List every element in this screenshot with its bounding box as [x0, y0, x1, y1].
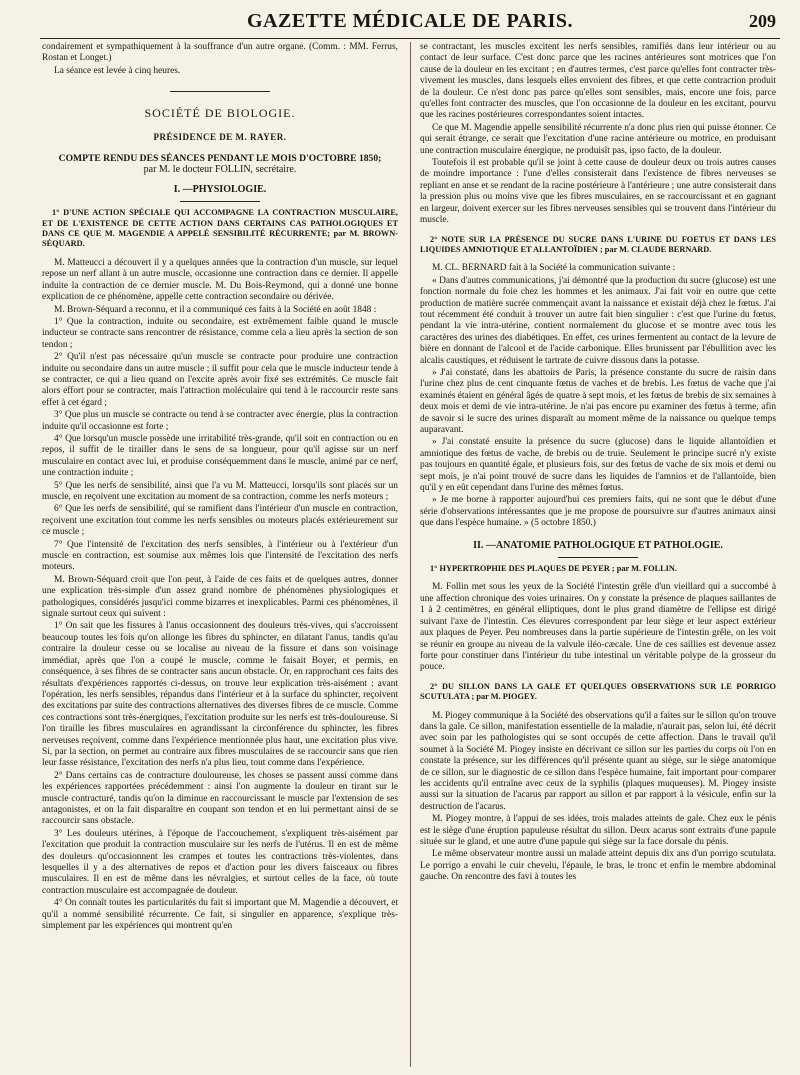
- article-title: 2° DU SILLON DANS LA GALE ET QUELQUES OBSERVATIONS SUR LE PORRIGO SCUTULATA ; par M. PIOGEY.: [420, 681, 776, 702]
- body-paragraph: 1° Que la contraction, induite ou secondaire, est extrêmement faible quand le muscle inducteur se contracte sans rencontrer de résistance, comme cela a lieu après la section de son tendon ;: [42, 316, 398, 350]
- body-paragraph: M. Brown-Séquard a reconnu, et il a communiqué ces faits à la Société en août 1848 :: [54, 304, 377, 315]
- presidence-heading: PRÉSIDENCE DE M. RAYER.: [153, 131, 287, 142]
- left-column: [42, 42, 398, 1070]
- body-paragraph: Toutefois il est probable qu'il se joint à cette cause de douleur deux ou trois autres causes de moindre importance : l'une d'elles consisterait dans l'existence de fibres nerveuses se repliant en anse et se rendant de la racine postérieure à l'antérieure ; une autre consisterait dans la pression plus ou moins vive que les fibres musculaires, en se raccourcissant et en gagnant en largeur, doivent exercer sur les fibres nerveuses sensibles qui se trouvent dans l'intérieur du muscle.: [420, 158, 776, 226]
- body-paragraph: 1° On sait que les fissures à l'anus occasionnent des douleurs très-vives, qui s'accroissent beaucoup toutes les fois qu'on allonge les fibres du sphincter, en dilatant l'anus, tandis qu'au contraire la douleur cesse ou se localise au niveau de la fissure et dans son voisinage immédiat, après que l'on a coupé le muscle, comme le faisait Boyer, et permis, en conséquence, à ses fibres de se contracter sans aucun obstacle. Or, en rapprochant ces faits des résultats d'expériences rapportés ci-dessus, on trouve leur explication très-aisément : avant l'opération, les nerfs sensibles, répandus dans l'intérieur et à la surface du sphincter, reçoivent des excitations par suite des contractions alternatives des diverses fibres de ce muscle. Comme ces contractions sont très-énergiques, l'excitation produite sur les nerfs est très-douloureuse. Si l'on tiraille les fibres musculaires en agrandissant la circonférence du sphincter, les fibres nerveuses reçoivent, comme dans l'expérience mentionnée plus haut, une excitation plus vive. Si, par la section, on permet au contraire aux fibres musculaires de se raccourcir sans que rien leur fasse résistance, l'excitation des nerfs n'a plus lieu, tout comme dans l'expérience.: [42, 621, 398, 769]
- body-paragraph: 5° Que les nerfs de sensibilité, ainsi que l'a vu M. Matteucci, lorsqu'ils sont placés sur un muscle, en reçoivent une excitation au moment de sa contraction, comme les nerfs moteurs ;: [42, 480, 398, 502]
- body-paragraph: « Dans d'autres communications, j'ai démontré que la production du sucre (glucose) est une fonction normale du foie chez les hommes et les animaux. J'ai fait voir en outre que cette production de matière sucrée commençait avant la naissance et existait déjà chez le fœtus. J'ai tout récemment été conduit à trouver un autre fait bien singulier : c'est que l'urine du fœtus, pendant la vie intra-utérine, contient normalement du glucose et se montre avec tous les caractères des urines des diabétiques. En effet, ces urines fermentent au contact de la levure de bière en donnant de l'alcool et de l'acide carbonique. Elles brunissent par l'ébullition avec les alcalis caustiques, et réduisent le tartrate de cuivre dissous dans la potasse.: [420, 275, 776, 366]
- body-paragraph: M. Brown-Séquard croit que l'on peut, à l'aide de ces faits et de quelques autres, donner une explication très-simple d'un assez grand nombre de phénomènes physiologiques et pathologiques, considérés jusqu'ici comme bizarres et inexplicables. Parmi ces phénomènes, il signale surtout ceux qui suivent :: [42, 574, 398, 620]
- compte-rendu-heading: COMPTE RENDU DES SÉANCES PENDANT LE MOIS D'OCTOBRE 1850;: [58, 153, 382, 165]
- body-paragraph: 7° Que l'intensité de l'excitation des nerfs sensibles, à l'intérieur ou à l'extérieur d'un muscle en contraction, est soumise aux mêmes lois que l'intensité de l'excitation des nerfs moteurs.: [42, 539, 398, 573]
- section-heading-physiologie: I. —PHYSIOLOGIE.: [173, 183, 267, 195]
- body-paragraph: M. Follin met sous les yeux de la Société l'intestin grêle d'un vieillard qui a succombé à une affection chronique des voies urinaires. On y constate la présence de plaques saillantes de 1 à 2 centimètres, en général elliptiques, dont le plus grand diamètre de l'ellipse est dirigé suivant l'axe de l'intestin. Ces élevures correspondent par leur siège et leur aspect extérieur aux plaques de Peyer. Peu nombreuses dans la partie supérieure de l'intestin grêle, on les voit se réunir en groupe au niveau de la valvule iléo-cæcale. Une de ces saillies est devenue assez forte pour constituer dans l'intérieur du tube intestinal un véritable polype de la grosseur du pouce.: [420, 582, 776, 673]
- body-paragraph: 2° Qu'il n'est pas nécessaire qu'un muscle se contracte pour produire une contraction induite ou secondaire dans un autre muscle ; il suffit pour cela que le muscle inducteur tende à se contracter, ce qui a lieu quand on l'excite après avoir fixé ses extrémités. Ce muscle fait alors effort pour se contracter, mais l'attraction moléculaire qui tend à le raccourcir reste sans effet à cet égard ;: [42, 352, 398, 408]
- intro-paragraph: La séance est levée à cinq heures.: [54, 65, 181, 76]
- body-paragraph: Le même observateur montre aussi un malade atteint depuis dix ans d'un porrigo scutulata. Le porrigo a envahi le cuir chevelu, l'épaule, le bras, le tronc et enfin le membre abdominal gauche. On rencontre des favi à toutes les: [420, 849, 776, 883]
- running-head: [40, 10, 780, 39]
- body-paragraph: 4° Que lorsqu'un muscle possède une irritabilité très-grande, qu'il soit en contraction ou en repos, il suffit de le tirailler dans le sens de sa longueur, pour qu'il agisse sur un nerf musculaire en contact avec lui, et produise conséquemment dans le muscle, animé par ce nerf, une contraction induite ;: [42, 433, 398, 479]
- heading-rule: [558, 557, 638, 558]
- body-paragraph: 2° Dans certains cas de contracture douloureuse, les choses se passent aussi comme dans les expériences rapportées précédemment : ainsi l'on augmente la douleur en tirant sur le muscle contracturé, tandis qu'on la diminue en raccourcissant le muscle par l'extension de ses antagonistes, et on la fait disparaître en coupant son tendon et en lui permettant ainsi de se raccourcir sans obstacle.: [42, 770, 398, 827]
- body-paragraph: M. Piogey communique à la Société des observations qu'il a faites sur le sillon qu'on trouve dans la gale. Ce sillon, manifestation essentielle de la maladie, n'aurait pas, selon lui, été décrit avec soin par les pathologistes qui se sont occupés de cette affection. Dans le travail qu'il soumet à la Société M. Piogey insiste en décrivant ce sillon sur les parties du corps où l'on en constate la présence, sur les différences qu'il présente quant au siège, sur le siège anatomique de ce sillon, sur le diagnostic de ce sillon dans l'espèce humaine, fait important pour comparer les accidents qu'il entraîne avec ceux de la syphilis (plaques muqueuses). M. Piogey insiste aussi sur la situation de l'acarus par rapport au sillon et par rapport à la vésicule, enfin sur la destruction de l'acarus.: [420, 710, 776, 812]
- secretary-line: par M. le docteur FOLLIN, secrétaire.: [143, 164, 297, 176]
- intro-paragraph: condairement et sympathiquement à la souffrance d'un autre organe. (Comm. : MM. Ferrus, Rostan et Longet.): [42, 42, 398, 64]
- body-paragraph: M. CL. BERNARD fait à la Société la communication suivante :: [432, 263, 676, 274]
- body-paragraph: 4° On connaît toutes les particularités du fait si important que M. Magendie a découvert, et qu'il a nommé sensibilité récurrente. Ce fait, si singulier en apparence, s'explique très-simplement par les expériences qui montrent qu'en: [42, 898, 398, 932]
- section-rule: [170, 91, 270, 92]
- society-heading: SOCIÉTÉ DE BIOLOGIE.: [144, 106, 296, 121]
- body-paragraph: 6° Que les nerfs de sensibilité, qui se ramifient dans l'intérieur d'un muscle en contraction, reçoivent une excitation tout comme les nerfs sensibles ou moteurs placés extérieurement sur ce muscle ;: [42, 504, 398, 538]
- body-paragraph: » J'ai constaté ensuite la présence du sucre (glucose) dans le liquide allantoïdien et amniotique des fœtus de vache, de brebis ou de truie. Seulement le principe sucré n'y existe pas toujours en quantité égale, et plusieurs fois, sur des fœtus de vache de six mois et demi ou sept mois, je n'ai point trouvé de sucre dans les liquides de l'amnios et de l'allantoïde, bien qu'il y en eût cependant dans l'urine des mêmes fœtus.: [420, 437, 776, 494]
- journal-title: GAZETTE MÉDICALE DE PARIS.: [246, 10, 574, 32]
- body-paragraph: M. Piogey montre, à l'appui de ses idées, trois malades atteints de gale. Chez eux le pénis est le siège d'une éruption papuleuse résultat du sillon. Deux acarus sont extraits d'une papule située sur le gland, et une autre d'une papule qui siège sur la face dorsale du pénis.: [420, 814, 776, 847]
- body-paragraph: » J'ai constaté, dans les abattoirs de Paris, la présence constante du sucre de raisin dans l'urine chez plus de cent cinquante fœtus de vaches et de brebis. Les fœtus de vache que j'ai examinés étaient en général âgés de quatre à sept mois, et les fœtus de brebis de six semaines à deux mois et demi de vie intra-utérine. Je n'ai pas encore pu examiner des fœtus à terme, afin de savoir si le sucre des urines disparaît au moment même de la naissance ou quelque temps auparavant.: [420, 367, 776, 435]
- body-paragraph: » Je me borne à rapporter aujourd'hui ces premiers faits, qui ne sont que le début d'une série d'observations intéressantes que je me propose de poursuivre sur d'autres animaux ainsi que dans l'espèce humaine. » (5 octobre 1850.): [420, 495, 776, 529]
- body-paragraph: se contractant, les muscles excitent les nerfs sensibles, ramifiés dans leur intérieur ou au contact de leur surface. C'est donc parce que les racines antérieures sont motrices que l'on cause de la douleur en les excitant ; en d'autres termes, c'est parce qu'elles font contracter très-vivement les muscles, dans lesquels elles envoient des fibres, et que cette contraction produit de la douleur. Ce n'est donc pas parce qu'elles sont sensibles, mais, encore une fois, parce qu'elles font contracter des muscles, que l'on occasionne de la douleur en les excitant, pourvu que les racines postérieures correspondantes soient intactes.: [420, 42, 776, 121]
- body-paragraph: 3° Que plus un muscle se contracte ou tend à se contracter avec énergie, plus la contraction induite qu'il occasionne est forte ;: [42, 410, 398, 432]
- section-heading-anatomie: II. —ANATOMIE PATHOLOGIQUE ET PATHOLOGIE.: [473, 539, 723, 551]
- column-divider: [410, 42, 411, 1067]
- article-title: 2° NOTE SUR LA PRÉSENCE DU SUCRE DANS L'URINE DU FOETUS ET DANS LES LIQUIDES AMNIOTIQUE ET ALLANTOÏDIEN ; par M. CLAUDE BERNARD.: [420, 234, 776, 254]
- heading-rule: [180, 201, 260, 202]
- body-paragraph: 3° Les douleurs utérines, à l'époque de l'accouchement, s'expliquent très-aisément par l'excitation que produit la contraction musculaire sur les nerfs de l'utérus. Il en est de même des douleurs qu'occasionnent les crampes et toutes les contractions très-violentes, dans lesquelles il y a des alternatives de repos et d'action pour les divers faisceaux ou fibres musculaires. Il en est de même dans les névralgies, et surtout celles de la face, où toute contraction musculaire est accompagnée de douleur.: [42, 828, 398, 896]
- body-paragraph: Ce que M. Magendie appelle sensibilité récurrente n'a donc plus rien qui puisse étonner. Ce qui serait étrange, ce serait que l'excitation d'une racine antérieure ou motrice, en produisant une contraction musculaire énergique, ne produisît pas, ipso facto, de la douleur.: [420, 122, 776, 156]
- article-title: 1° D'UNE ACTION SPÉCIALE QUI ACCOMPAGNE LA CONTRACTION MUSCULAIRE, ET DE L'EXISTENCE DE CETTE ACTION DANS CERTAINS CAS PATHOLOGIQUES ET DANS CE QUE M. MAGENDIE A APPELÉ SENSIBILITÉ RÉCURRENTE; par M. BROWN-SÉQUARD.: [42, 208, 398, 249]
- right-column: [420, 42, 776, 1070]
- article-title: 1° HYPERTROPHIE DES PLAQUES DE PEYER ; par M. FOLLIN.: [430, 564, 677, 574]
- body-paragraph: M. Matteucci a découvert il y a quelques années que la contraction d'un muscle, sur lequel repose un nerf allant à un autre muscle, occasionne une contraction dans ce dernier. Il appelle induite la contraction de ce dernier muscle. M. Du Bois-Reymond, qui a donné une bonne explication de ce phénomène, appelle cette contraction secondaire ou dérivée.: [42, 257, 398, 303]
- page-number: 209: [749, 11, 776, 31]
